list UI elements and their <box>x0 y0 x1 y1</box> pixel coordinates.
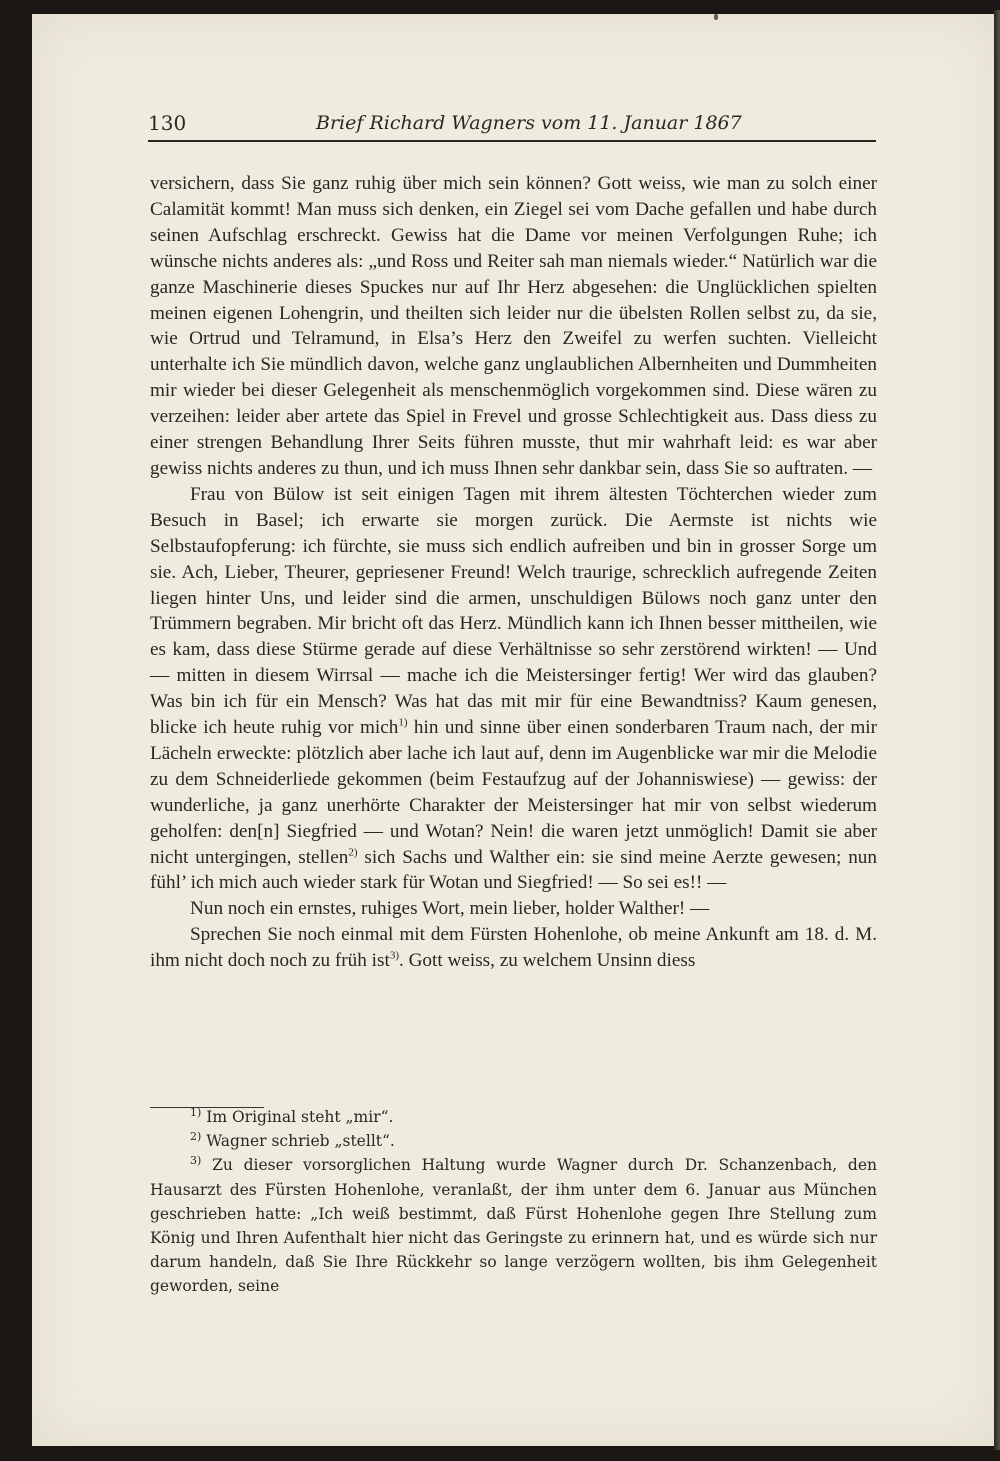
text-run: Frau von Bülow ist seit einigen Tagen mit ihrem ältesten Töchterchen wieder zum Besuch in Basel; ich erwarte sie morgen zurück. Die Aermste ist nichts wie Selbstaufopferung: ich fürchte, sie muss sich endlich aufreiben und bin in grosser Sorge um sie. Ach, Lieber, Theurer, gepriesener Freund! Welch traurige, schrecklich aufregende Zeiten liegen hinter Uns, und leider sind die armen, unschuldigen Bülows noch ganz unter den Trümmern begraben. Mir bricht oft das Herz. Mündlich kann ich Ihnen besser mittheilen, wie es kam, dass diese Stürme gerade auf diese Verhältnisse so sehr zerstörend wirkten! — Und — mitten in diesem Wirrsal — mache ich die Meistersinger fertig! Wer wird das glauben? Was bin ich für ein Mensch? Was hat das mit mir für eine Bewandtniss? Kaum genesen, blicke ich heute ruhig vor mich <box>150 483 877 739</box>
footnote-text: Im Original steht „mir“. <box>201 1108 394 1126</box>
footnote <box>150 1129 877 1153</box>
text-run: hin und sinne über einen sonderbaren Traum nach, der mir Lächeln erweckte: plötzlich aber lache ich laut auf, denn im Augenblicke war mir die Melodie zu dem Schneiderliede gekommen (beim Festaufzug auf der Johanniswiese) — gewiss: der wunderliche, ja ganz unerhörte Charakter der Meistersinger hat mir von selbst wiederum geholfen: den[n] Siegfried — und Wotan? Nein! die waren jetzt unmöglich! Damit sie aber nicht untergingen, stellen <box>150 717 877 868</box>
footnote-text: Zu dieser vorsorglichen Haltung wurde Wagner durch Dr. Schanzenbach, den Hausarzt des Fürsten Hohenlohe, veranlaßt, der ihm unter dem 6. Januar aus München geschrieben hatte: „Ich weiß bestimmt, daß Fürst Hohenlohe gegen Ihre Stellung zum König und Ihren Aufenthalt hier nicht das Geringste zu erinnern hat, und es würde sich nur darum handeln, daß Sie Ihre Rückkehr so lange verzögern wollten, bis ihm Gelegenheit geworden, seine <box>150 1156 877 1296</box>
paragraph <box>150 922 877 974</box>
footnote-reference: 3) <box>389 949 399 962</box>
footnote <box>150 1153 877 1298</box>
running-header <box>148 110 876 142</box>
running-title: Brief Richard Wagners vom 11. Januar 1867 <box>316 112 742 134</box>
footnote-reference: 2) <box>348 846 358 859</box>
paragraph <box>150 171 877 482</box>
footnote-text: Wagner schrieb „stellt“. <box>201 1132 395 1151</box>
letter-body <box>150 171 877 974</box>
footnote-marker: 1) <box>190 1105 202 1119</box>
footnote-reference: 1) <box>398 716 408 729</box>
footnotes <box>150 1105 877 1299</box>
footnote <box>150 1105 877 1129</box>
paper-speck <box>714 14 718 20</box>
paragraph <box>150 482 877 897</box>
text-run: sich Sachs und Walther ein: sie sind meine Aerzte gewesen; nun fühl’ ich mich auch wieder stark für Wotan und Siegfried! — So sei es!! — <box>150 846 877 894</box>
page-number: 130 <box>148 111 187 135</box>
page-edge <box>994 10 1000 1450</box>
text-run: Nun noch ein ernstes, ruhiges Wort, mein lieber, holder Walther! — <box>190 898 710 920</box>
text-run: Sprechen Sie noch einmal mit dem Fürsten Hohenlohe, ob meine Ankunft am 18. d. M. ihm nicht doch noch zu früh ist <box>150 924 877 972</box>
text-run: versichern, dass Sie ganz ruhig über mich sein können? Gott weiss, wie man zu solch einer Calamität kommt! Man muss sich denken, ein Ziegel sei vom Dache gefallen und habe durch seinen Aufschlag erschreckt. Gewiss hat die Dame vor meinen Verfolgungen Ruhe; ich wünsche nichts anderes als: „und Ross und Reiter sah man niemals wieder.“ Natürlich war die ganze Maschinerie dieses Spuckes nur auf Ihr Herz abgesehen: die Unglücklichen spielten meinen eigenen Lohengrin, und theilten sich leider nur die übelsten Rollen selbst zu, da sie, wie Ortrud und Telramund, in Elsa’s Herz den Zweifel zu werfen suchten. Vielleicht unterhalte ich Sie mündlich davon, welche ganz unglaublichen Albernheiten und Dummheiten mir wieder bei dieser Gelegenheit als menschenmöglich vorgekommen sind. Diese wären zu verzeihen: leider aber artete das Spiel in Frevel und grosse Schlechtigkeit aus. Dass diess zu einer strengen Behandlung Ihrer Seits führen musste, thut mir wahrhaft leid: es war aber gewiss nichts anderes zu thun, und ich muss Ihnen sehr dankbar sein, dass Sie so auftraten. — <box>150 173 877 479</box>
paragraph <box>150 896 877 922</box>
text-run: . Gott weiss, zu welchem Unsinn diess <box>398 950 696 972</box>
footnote-marker: 2) <box>190 1130 202 1144</box>
footnote-marker: 3) <box>190 1154 202 1168</box>
